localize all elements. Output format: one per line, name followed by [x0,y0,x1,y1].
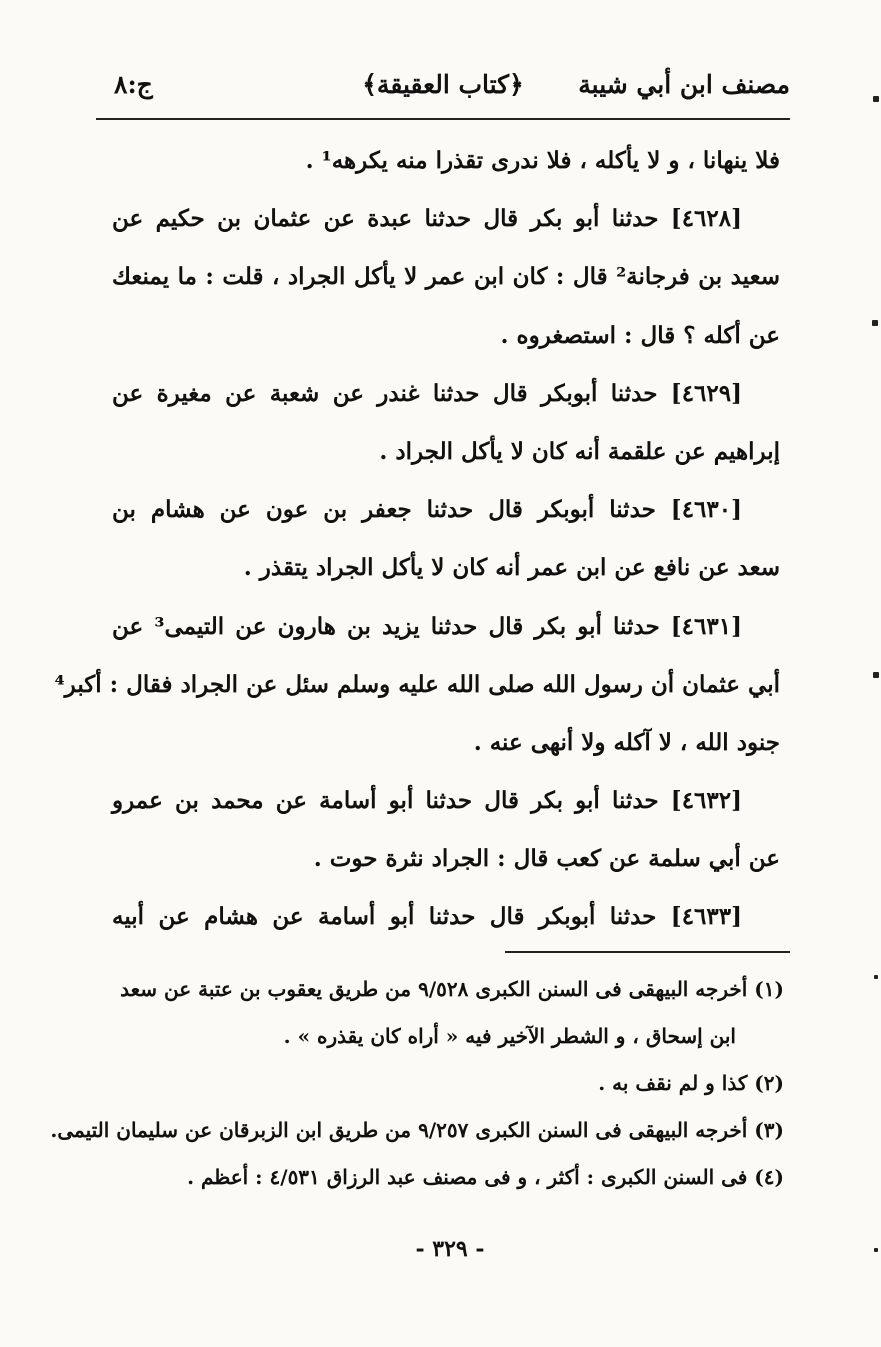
footnote-line: (٤) فى السنن الكبرى : أكثر ، و فى مصنف عبد الرزاق ٤/٥٣١ : أعظم . [187,1165,784,1189]
scan-speck [873,96,879,102]
footnote-line: (٣) أخرجه البيهقى فى السنن الكبرى ٩/٢٥٧ من طريق ابن الزبرقان عن سليمان التيمى. [50,1118,784,1142]
text-line: عن أبي سلمة عن كعب قال : الجراد نثرة حوت . [313,845,780,873]
text-line: [٤٦٣٢] حدثنا أبو بكر قال حدثنا أبو أسامة عن محمد بن عمرو [112,787,742,815]
scan-speck [872,320,878,326]
text-line: [٤٦٣٣] حدثنا أبوبكر قال حدثنا أبو أسامة عن هشام عن أبيه [112,903,742,931]
text-line: فلا ينهانا ، و لا يأكله ، فلا ندرى تقذرا منه يكرهه¹ . [305,147,780,174]
page-number: - ٣٢٩ - [415,1236,485,1262]
scan-speck [874,1248,878,1252]
text-line: سعد عن نافع عن ابن عمر أنه كان لا يأكل الجراد يتقذر . [243,554,780,582]
text-line: إبراهيم عن علقمة أنه كان لا يأكل الجراد . [379,437,780,465]
footnote-line: (٢) كذا و لم نقف به . [598,1071,784,1095]
chapter-title: ﴿كتاب العقيقة﴾ [362,70,524,99]
volume-number: ج:٨ [114,70,153,99]
scan-speck [874,975,878,979]
footnote-divider [505,951,790,953]
footnote-line: (١) أخرجه البيهقى فى السنن الكبرى ٩/٥٢٨ من طريق يعقوب بن عتبة عن سعد [120,977,784,1001]
header-divider [96,118,790,120]
page-header [96,70,790,114]
text-line: سعيد بن فرجانة² قال : كان ابن عمر لا يأكل الجراد ، قلت : ما يمنعك [112,263,780,291]
text-line: أبي عثمان أن رسول الله صلى الله عليه وسلم سئل عن الجراد فقال : أكبر⁴ [54,670,780,698]
text-line: عن أكله ؟ قال : استصغروه . [500,321,780,349]
text-line: جنود الله ، لا آكله ولا أنهى عنه . [473,728,780,756]
text-line: [٤٦٣١] حدثنا أبو بكر قال حدثنا يزيد بن هارون عن التيمى³ عن [112,612,742,640]
scan-speck [873,672,879,678]
main-text [54,132,780,947]
footnotes [50,966,784,1201]
footnote-line: ابن إسحاق ، و الشطر الآخير فيه « أراه كان يقذره » . [283,1024,736,1048]
book-title: مصنف ابن أبي شيبة [578,70,790,99]
text-line: [٤٦٢٨] حدثنا أبو بكر قال حدثنا عبدة عن عثمان بن حكيم عن [112,205,742,233]
text-line: [٤٦٢٩] حدثنا أبوبكر قال حدثنا غندر عن شعبة عن مغيرة عن [112,379,742,407]
text-line: [٤٦٣٠] حدثنا أبوبكر قال حدثنا جعفر بن عون عن هشام بن [112,496,742,524]
